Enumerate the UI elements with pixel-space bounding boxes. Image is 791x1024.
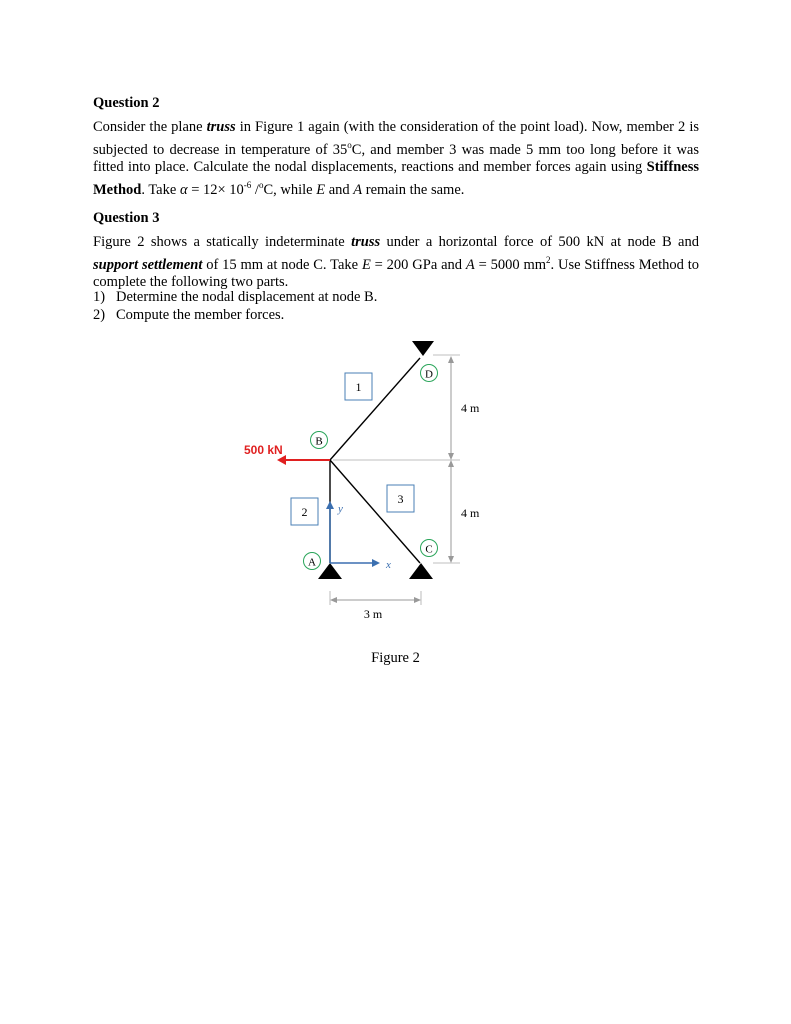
member-3-label: 3 (397, 492, 404, 506)
node-c-label: C (425, 543, 433, 556)
load-label: 500 kN (244, 443, 283, 457)
y-axis-arrowhead (326, 501, 334, 509)
question-3-paragraph: Figure 2 shows a statically indeterminate truss under a horizontal force of 500 kN at node B and support settlement of 15 mm at node C. Take E = 200 GPa and A = 5000 $mm^2$. Use Stiffness Method to complete the following two parts. (93, 234, 699, 291)
dim-upper-arrow-top (448, 356, 454, 363)
question-3-heading: Question 3 (93, 210, 160, 226)
question-3-item-1: 1) Determine the nodal displacement at node B. (93, 289, 378, 305)
question-2-heading: Question 2 (93, 95, 160, 111)
member-2-label: 2 (301, 505, 308, 519)
dim-width-arrow-left (330, 597, 337, 603)
dim-upper-arrow-bottom (448, 453, 454, 460)
node-b-label: B (315, 435, 323, 448)
node-a-label: A (308, 556, 316, 569)
support-c (409, 563, 433, 579)
dim-width-label: 3 m (363, 607, 383, 621)
node-d-label: D (425, 368, 433, 381)
support-a (318, 563, 342, 579)
member-1-label: 1 (355, 380, 362, 394)
x-axis-arrowhead (372, 559, 380, 567)
member-1-line (330, 358, 420, 460)
dim-upper-label: 4 m (461, 401, 480, 415)
support-d (412, 341, 434, 356)
y-axis-label: y (338, 503, 343, 515)
dim-lower-arrow-bottom (448, 556, 454, 563)
x-axis-label: x (386, 559, 391, 571)
figure-caption: Figure 2 (371, 650, 420, 666)
dim-lower-label: 4 m (461, 506, 480, 520)
dim-width-arrow-right (414, 597, 421, 603)
question-2-paragraph: Consider the plane truss in Figure 1 again (with the consideration of the point load). Now, member 2 is subjected to decrease in temperature of 35$^o$C, and member 3 was made 5 mm too long before it was fitted into place. Calculate the nodal displacements, reactions and member forces again using Stiffness Method. Take $\alpha = 12\times 10^{-6}$ /$^o$C, while E and A remain the same. (93, 119, 699, 199)
dim-lower-arrow-top (448, 460, 454, 467)
question-3-item-2: 2) Compute the member forces. (93, 307, 285, 323)
